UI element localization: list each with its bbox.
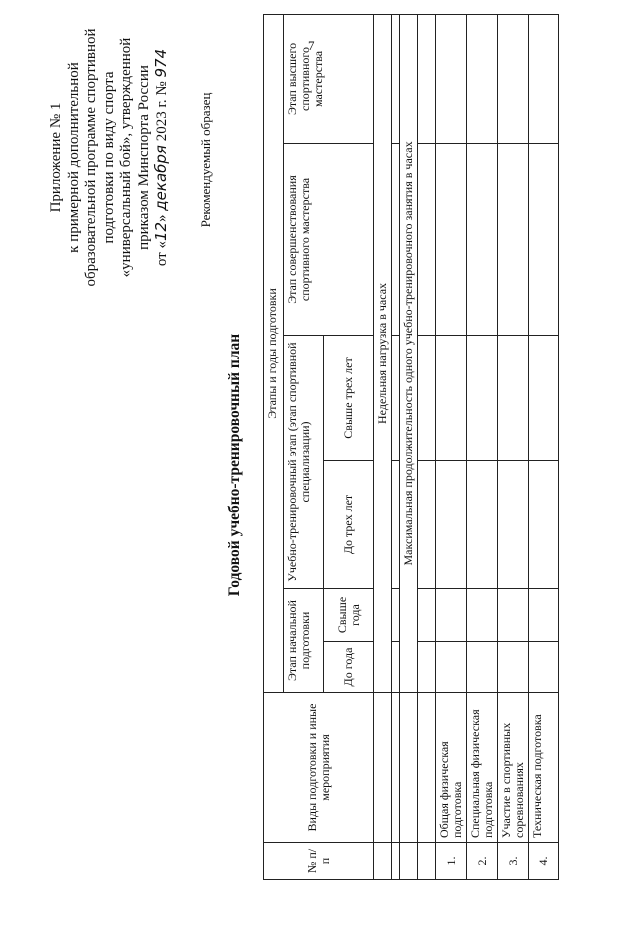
appendix-header xyxy=(48,10,172,305)
table-row xyxy=(498,14,529,879)
table-cell xyxy=(467,461,498,589)
stages-header: Этапы и годы подготовки xyxy=(264,14,284,692)
order-number: 974 xyxy=(152,48,170,78)
table-cell xyxy=(436,14,467,143)
order-date-line xyxy=(153,10,172,305)
table-cell xyxy=(418,589,436,642)
table-row xyxy=(467,14,498,879)
table-cell xyxy=(529,589,559,642)
table-cell xyxy=(418,461,436,589)
table-cell xyxy=(392,843,400,880)
table-cell xyxy=(498,589,529,642)
row-number: 3. xyxy=(498,843,529,880)
table-cell xyxy=(392,693,400,843)
table-cell xyxy=(498,336,529,461)
header-line: образовательной программе спортивной xyxy=(83,28,99,287)
table-cell xyxy=(529,461,559,589)
date-month: декабря xyxy=(152,145,170,211)
header-line: к примерной дополнительной xyxy=(65,62,82,253)
subheader-up-to-three: До трех лет xyxy=(324,461,374,589)
col-header-types: Виды подготовки и иные мероприятия xyxy=(264,693,374,843)
table-cell xyxy=(374,843,392,880)
table-cell xyxy=(392,642,400,693)
date-prefix: от « xyxy=(154,241,170,267)
table-cell xyxy=(418,14,436,143)
table-cell xyxy=(467,144,498,336)
recommended-sample-label: Рекомендуемый образец xyxy=(198,92,213,228)
header-line: подготовки по виду спорта xyxy=(100,71,117,244)
col-header-number: № п/п xyxy=(264,843,374,880)
row-name: Общая физическая подготовка xyxy=(436,693,467,843)
table-cell xyxy=(436,461,467,589)
table-cell xyxy=(498,144,529,336)
table-cell xyxy=(418,642,436,693)
table-cell xyxy=(467,14,498,143)
table-cell xyxy=(392,144,400,336)
table-cell xyxy=(400,843,418,880)
header-line: приказом Минспорта России xyxy=(135,65,152,250)
table-cell xyxy=(529,642,559,693)
weekly-load-label: Недельная нагрузка в часах xyxy=(374,14,392,692)
table-cell xyxy=(418,144,436,336)
row-number: 2. xyxy=(467,843,498,880)
subheader-over-three: Свыше трех лет xyxy=(324,336,374,461)
table-cell xyxy=(529,336,559,461)
table-cell xyxy=(529,14,559,143)
page-number: 7 xyxy=(308,38,315,53)
subheader-up-to-year: До года xyxy=(324,642,374,693)
stage-initial-header: Этап начальной подготовки xyxy=(284,589,324,693)
table-cell xyxy=(374,693,392,843)
table-cell xyxy=(467,642,498,693)
header-line: «универсальный бой», утвержденной xyxy=(118,37,134,278)
header-line: Приложение № 1 xyxy=(48,102,64,213)
date-mid: » xyxy=(154,210,170,222)
max-duration-label: Максимальная продолжительность одного учебно-тренировочного занятия в часах xyxy=(400,14,418,692)
training-plan-table xyxy=(263,14,559,880)
stage-training-header: Учебно-тренировочный этап (этап спортивной специализации) xyxy=(284,336,324,589)
table-row xyxy=(436,14,467,879)
table-cell xyxy=(498,642,529,693)
table-cell xyxy=(498,14,529,143)
stage-highest-header: Этап высшего спортивного мастерства xyxy=(284,14,374,143)
date-year: 2023 г. № xyxy=(154,77,170,146)
table-cell xyxy=(392,336,400,461)
subheader-over-year: Свыше года xyxy=(324,589,374,642)
table-cell xyxy=(436,336,467,461)
table-cell xyxy=(467,589,498,642)
table-cell xyxy=(436,642,467,693)
row-number: 4. xyxy=(529,843,559,880)
table-cell xyxy=(392,461,400,589)
table-cell xyxy=(418,336,436,461)
table-cell xyxy=(400,693,418,843)
table-cell xyxy=(418,693,436,843)
table-cell xyxy=(436,144,467,336)
table-cell xyxy=(529,144,559,336)
table-cell xyxy=(498,461,529,589)
row-name: Техническая подготовка xyxy=(529,693,559,843)
table-cell xyxy=(392,589,400,642)
row-number: 1. xyxy=(436,843,467,880)
table-cell xyxy=(418,843,436,880)
table-row xyxy=(529,14,559,879)
row-name: Участие в спортивных соревнованиях xyxy=(498,693,529,843)
date-day: 12 xyxy=(152,221,170,242)
table-cell xyxy=(436,589,467,642)
row-name: Специальная физическая подготовка xyxy=(467,693,498,843)
stage-improvement-header: Этап совершенствования спортивного мастерства xyxy=(284,144,374,336)
table-cell xyxy=(467,336,498,461)
plan-title: Годовой учебно-тренировочный план xyxy=(226,333,243,597)
table-cell xyxy=(392,14,400,143)
